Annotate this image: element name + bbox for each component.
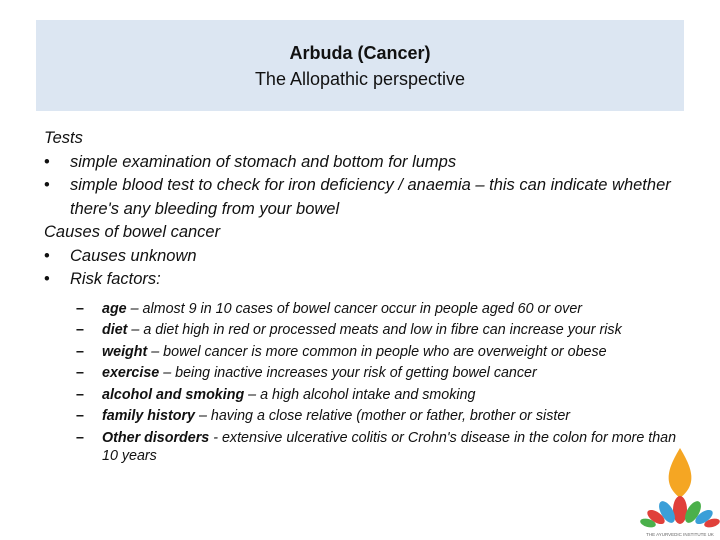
list-item: • simple blood test to check for iron deficiency / anaemia – this can indicate whether there's any bleeding from your bowel bbox=[44, 174, 684, 221]
risk-factor-item bbox=[76, 407, 684, 426]
risk-factor-item bbox=[76, 386, 684, 405]
risk-factor-text: – almost 9 in 10 cases of bowel cancer occur in people aged 60 or over bbox=[126, 300, 583, 317]
list-item: • Risk factors: bbox=[44, 268, 684, 292]
risk-factor-term: alcohol and smoking bbox=[102, 386, 245, 403]
risk-factor-text: – bowel cancer is more common in people who are overweight or obese bbox=[147, 343, 607, 360]
risk-factor-text: – having a close relative (mother or father, brother or sister bbox=[194, 408, 571, 424]
risk-factor-term: family history bbox=[102, 408, 195, 424]
causes-list bbox=[44, 245, 684, 292]
risk-factor-item bbox=[76, 321, 684, 340]
flame-icon bbox=[669, 448, 692, 498]
risk-factor-text: - extensive ulcerative colitis or Crohn's disease in the colon for more than 10 years bbox=[102, 429, 677, 464]
risk-factor-text: – a high alcohol intake and smoking bbox=[244, 386, 476, 403]
slide-subtitle: The Allopathic perspective bbox=[254, 68, 466, 89]
risk-factor-term: weight bbox=[102, 343, 148, 360]
risk-factor-term: age bbox=[102, 300, 127, 317]
risk-factors-list bbox=[44, 300, 684, 466]
ayurvedic-institute-logo bbox=[640, 440, 720, 540]
risk-factor-term: Other disorders bbox=[102, 429, 210, 446]
causes-heading: Causes of bowel cancer bbox=[44, 223, 221, 241]
risk-factor-term: exercise bbox=[102, 365, 160, 381]
risk-factor-item bbox=[76, 364, 684, 383]
risk-factor-item bbox=[76, 429, 684, 466]
risk-factor-text: – a diet high in red or processed meats and low in fibre can increase your risk bbox=[127, 322, 622, 338]
risk-factor-item bbox=[76, 343, 684, 362]
lotus-icon bbox=[640, 496, 720, 529]
slide-title: Arbuda (Cancer) bbox=[289, 42, 431, 63]
title-banner bbox=[36, 20, 684, 111]
slide-body bbox=[44, 127, 684, 469]
risk-factor-item bbox=[76, 300, 684, 319]
risk-factor-term: diet bbox=[102, 322, 128, 338]
tests-heading: Tests bbox=[44, 129, 83, 147]
tests-list bbox=[44, 151, 684, 222]
list-item: • simple examination of stomach and bottom for lumps bbox=[44, 151, 684, 175]
list-item: • Causes unknown bbox=[44, 245, 684, 269]
logo-text: THE AYURVEDIC INSTITUTE UK bbox=[646, 532, 714, 537]
risk-factor-text: – being inactive increases your risk of getting bowel cancer bbox=[159, 365, 537, 381]
